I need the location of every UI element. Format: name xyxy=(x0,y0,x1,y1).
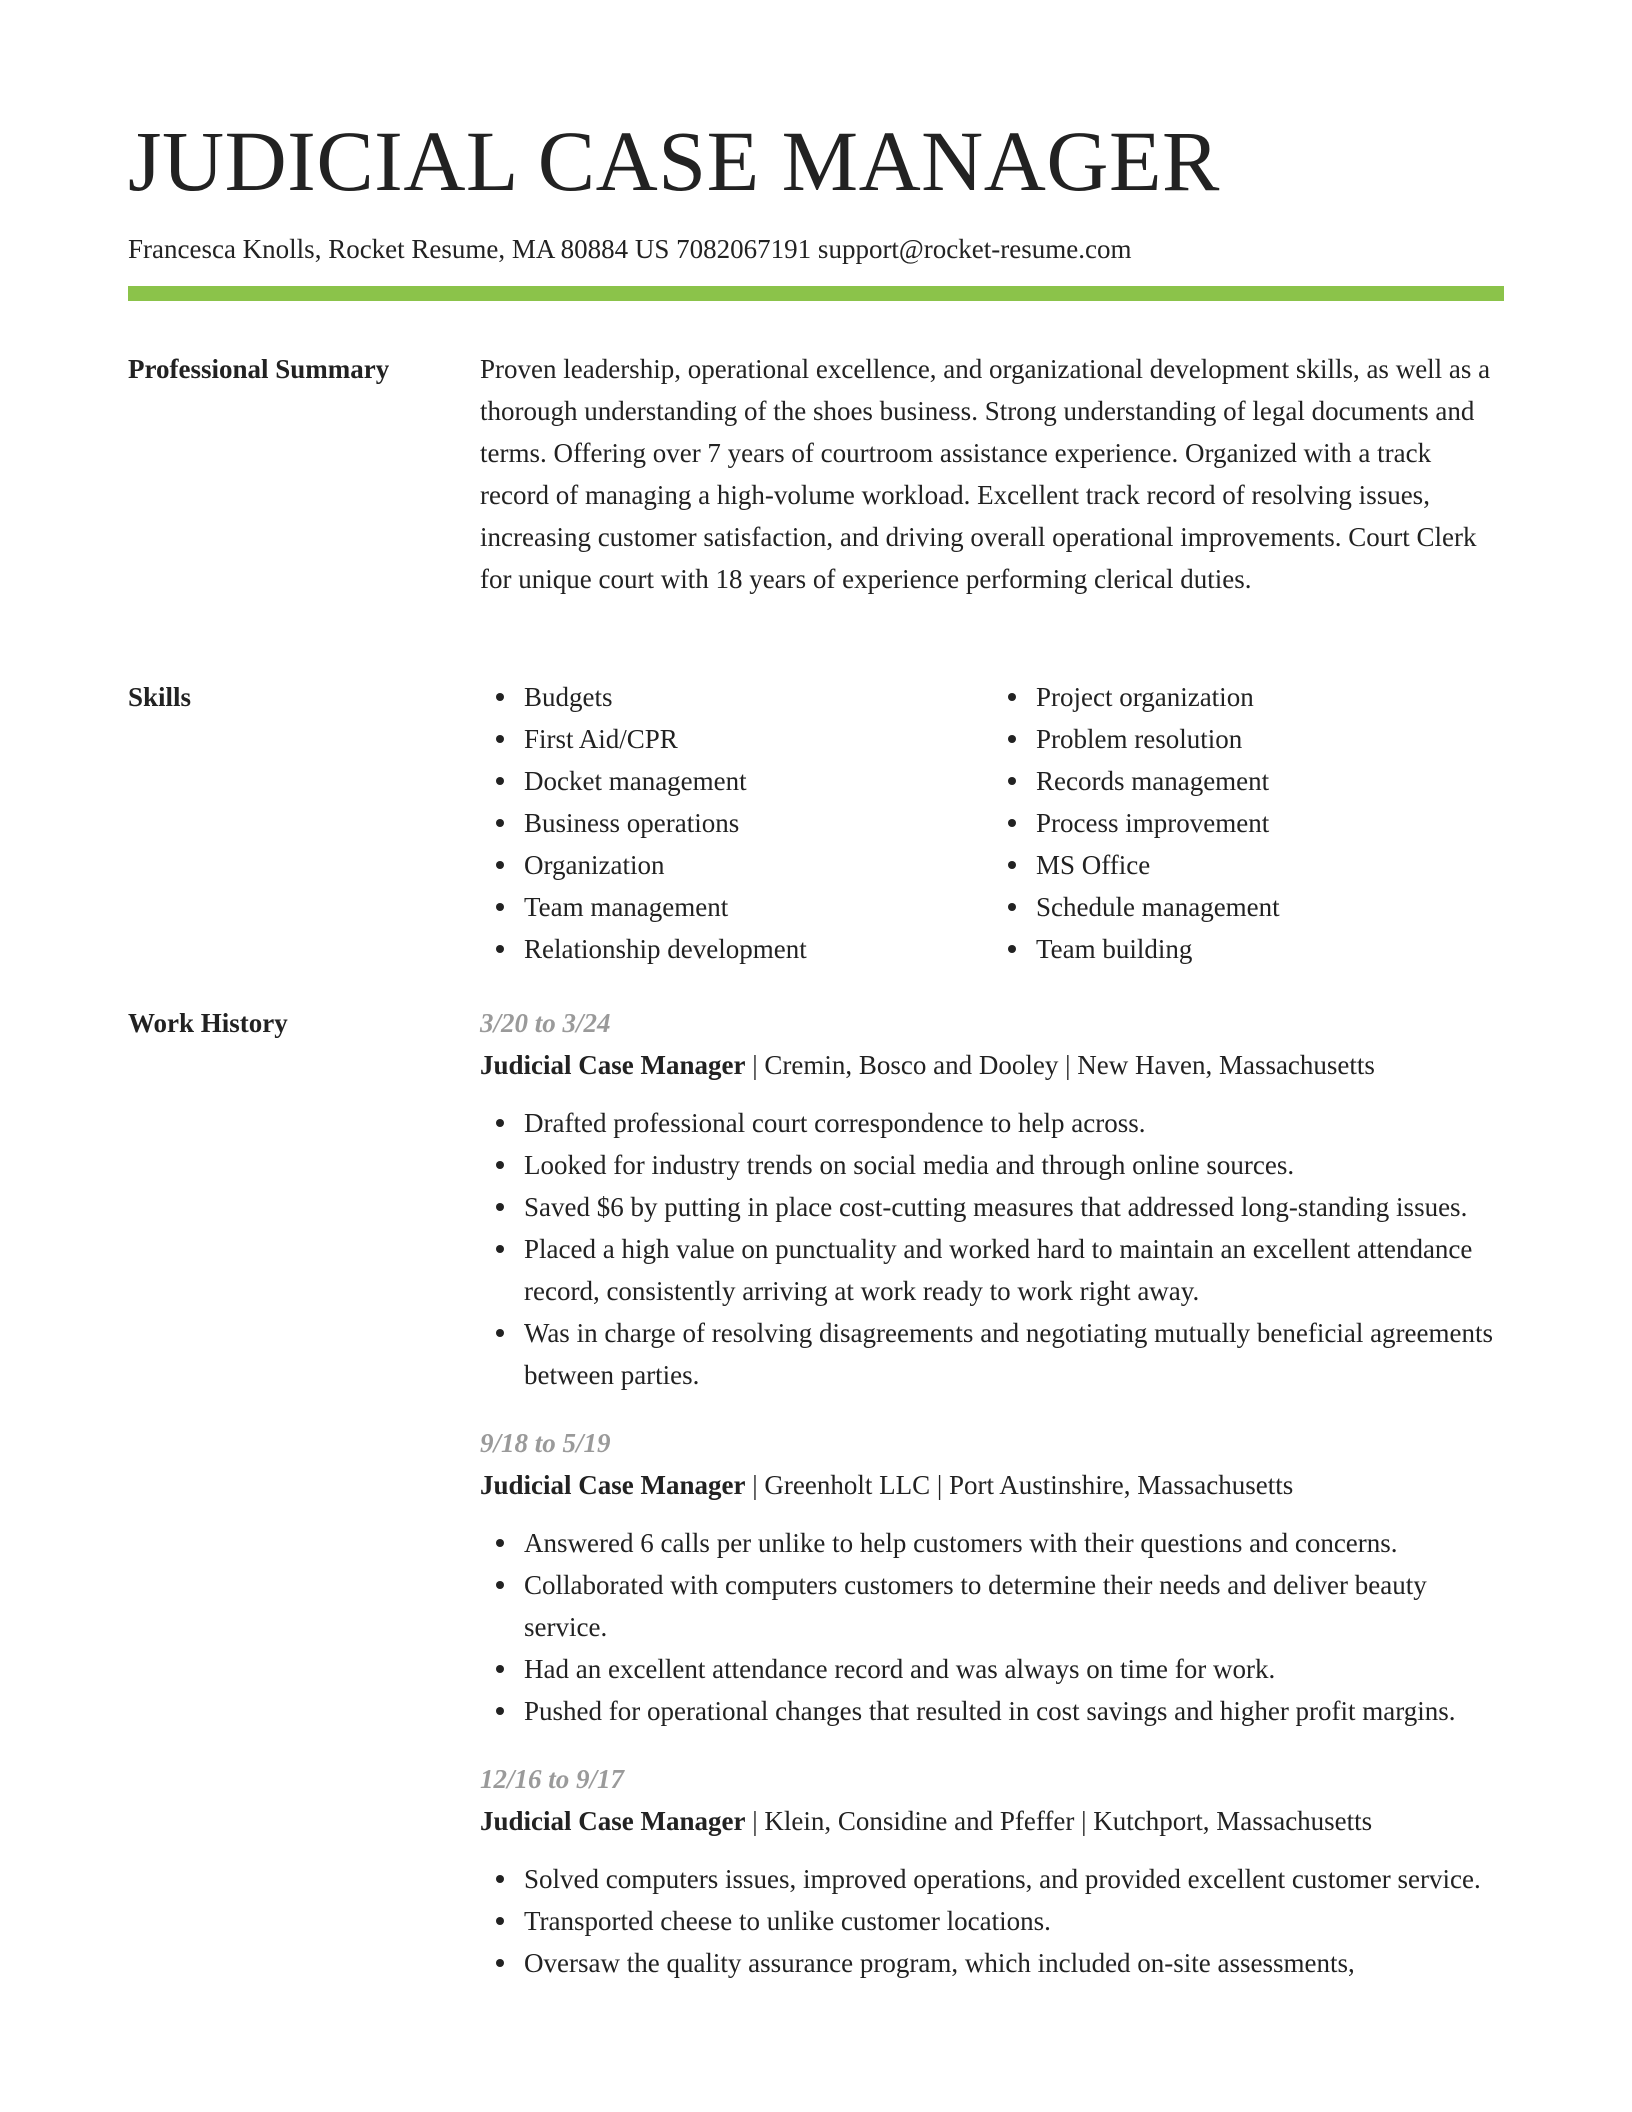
job-employer-location: | Cremin, Bosco and Dooley | New Haven, Massachusetts xyxy=(745,1050,1375,1080)
work-history-entries xyxy=(480,1002,1504,2010)
skill-item: Problem resolution xyxy=(1036,718,1504,760)
job-entry xyxy=(480,1422,1504,1732)
skill-item: Docket management xyxy=(524,760,992,802)
contact-info: Francesca Knolls, Rocket Resume, MA 80884 US 7082067191 support@rocket-resume.com xyxy=(128,234,1132,264)
resume-title: JUDICIAL CASE MANAGER xyxy=(128,113,1220,209)
job-duties-list xyxy=(480,1102,1504,1396)
job-employer-location: | Klein, Considine and Pfeffer | Kutchport, Massachusetts xyxy=(745,1806,1373,1836)
job-entry xyxy=(480,1758,1504,1984)
job-duty-item: Drafted professional court correspondence to help across. xyxy=(524,1102,1504,1144)
job-employer-location: | Greenholt LLC | Port Austinshire, Massachusetts xyxy=(745,1470,1294,1500)
job-duty-item: Was in charge of resolving disagreements and negotiating mutually beneficial agreements between parties. xyxy=(524,1312,1504,1396)
skill-item: MS Office xyxy=(1036,844,1504,886)
skill-item: Budgets xyxy=(524,676,992,718)
job-duty-item: Looked for industry trends on social media and through online sources. xyxy=(524,1144,1504,1186)
job-dates: 3/20 to 3/24 xyxy=(480,1008,611,1038)
summary-text: Proven leadership, operational excellence, and organizational development skills, as well as a thorough understanding of the shoes business. Strong understanding of legal documents and terms. Offering over 7 years of courtroom assistance experience. Organized with a track record of managing a high-volume workload. Excellent track record of resolving issues, increasing customer satisfaction, and driving overall operational improvements. Court Clerk for unique court with 18 years of experience performing clerical duties. xyxy=(480,354,1491,594)
job-dates: 9/18 to 5/19 xyxy=(480,1428,611,1458)
skill-item: Project organization xyxy=(1036,676,1504,718)
job-heading xyxy=(480,1800,1504,1842)
skill-item: Team management xyxy=(524,886,992,928)
skill-item: Business operations xyxy=(524,802,992,844)
skill-item: First Aid/CPR xyxy=(524,718,992,760)
job-title: Judicial Case Manager xyxy=(480,1806,746,1836)
job-duty-item: Had an excellent attendance record and was always on time for work. xyxy=(524,1648,1504,1690)
skill-item: Team building xyxy=(1036,928,1504,970)
summary-heading: Professional Summary xyxy=(128,354,390,384)
skills-column-left xyxy=(480,676,992,970)
job-heading xyxy=(480,1464,1504,1506)
job-dates: 12/16 to 9/17 xyxy=(480,1764,625,1794)
skill-item: Relationship development xyxy=(524,928,992,970)
job-title: Judicial Case Manager xyxy=(480,1470,746,1500)
skills-heading: Skills xyxy=(128,682,192,712)
accent-divider xyxy=(128,286,1504,301)
skills-columns xyxy=(480,676,1504,970)
skill-item: Organization xyxy=(524,844,992,886)
job-entry xyxy=(480,1002,1504,1396)
skill-item: Schedule management xyxy=(1036,886,1504,928)
job-duty-item: Solved computers issues, improved operations, and provided excellent customer service. xyxy=(524,1858,1504,1900)
skill-item: Process improvement xyxy=(1036,802,1504,844)
job-duty-item: Placed a high value on punctuality and worked hard to maintain an excellent attendance record, consistently arriving at work ready to work right away. xyxy=(524,1228,1504,1312)
job-title: Judicial Case Manager xyxy=(480,1050,746,1080)
job-duty-item: Collaborated with computers customers to determine their needs and deliver beauty service. xyxy=(524,1564,1504,1648)
job-duty-item: Oversaw the quality assurance program, which included on-site assessments, xyxy=(524,1942,1504,1984)
job-duty-item: Answered 6 calls per unlike to help customers with their questions and concerns. xyxy=(524,1522,1504,1564)
skills-column-right xyxy=(992,676,1504,970)
job-duty-item: Pushed for operational changes that resulted in cost savings and higher profit margins. xyxy=(524,1690,1504,1732)
job-heading xyxy=(480,1044,1504,1086)
job-duty-item: Transported cheese to unlike customer locations. xyxy=(524,1900,1504,1942)
job-duties-list xyxy=(480,1858,1504,1984)
skill-item: Records management xyxy=(1036,760,1504,802)
job-duties-list xyxy=(480,1522,1504,1732)
job-duty-item: Saved $6 by putting in place cost-cutting measures that addressed long-standing issues. xyxy=(524,1186,1504,1228)
work-history-heading: Work History xyxy=(128,1008,288,1038)
